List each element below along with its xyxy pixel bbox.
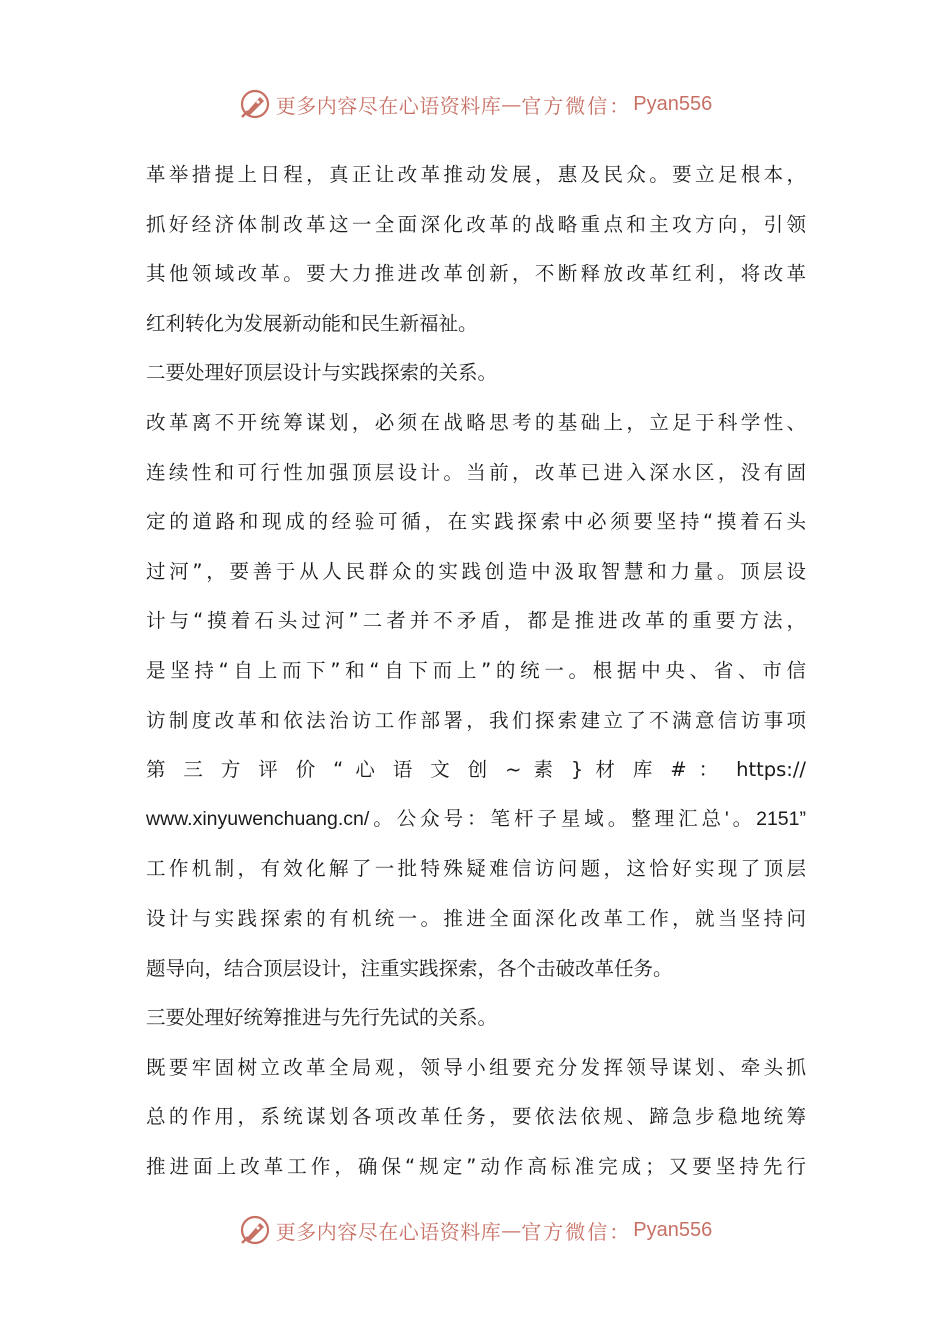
body-line: 推进面上改革工作，确保“规定”动作高标准完成；又要坚持先行 <box>146 1154 806 1178</box>
body-line: 革举措提上日程，真正让改革推动发展，惠及民众。要立足根本， <box>146 163 806 186</box>
body-line: 抓好经济体制改革这一全面深化改革的战略重点和主攻方向，引领 <box>146 212 806 236</box>
body-line: 设计与实践探索的有机统一。推进全面深化改革工作，就当坚持问 <box>146 906 806 930</box>
body-line: 既要牢固树立改革全局观，领导小组要充分发挥领导谋划、牵头抓 <box>146 1055 806 1079</box>
banner-wechat-label: 官方微信： <box>521 93 632 118</box>
body-line: 工作机制，有效化解了一批特殊疑难信访问题，这恰好实现了顶层 <box>146 857 806 881</box>
body-line: 定的道路和现成的经验可循，在实践探索中必须要坚持“摸着石头 <box>146 510 806 534</box>
body-line: 连续性和可行性加强顶层设计。当前，改革已进入深水区，没有固 <box>146 460 806 484</box>
body-line: 改革离不开统筹谋划，必须在战略思考的基础上，立足于科学性、 <box>146 410 806 434</box>
document-body <box>146 150 806 1191</box>
body-line: 总的作用，系统谋划各项改革任务，要依法依规、蹄急步稳地统筹 <box>146 1105 806 1129</box>
body-line: 红利转化为发展新动能和民生新福祉。 <box>146 311 478 335</box>
section-heading: 二要处理好顶层设计与实践探索的关系。 <box>146 361 498 385</box>
pen-nib-logo-icon <box>238 87 272 121</box>
section-heading: 三要处理好统筹推进与先行先试的关系。 <box>146 1006 498 1030</box>
banner-wechat-id: Pyan556 <box>633 1218 713 1241</box>
banner-slogan: 更多内容尽在心语资料库 <box>275 93 502 118</box>
body-line: 题导向，结合顶层设计，注重实践探索，各个击破改革任务。 <box>146 956 673 980</box>
banner-slogan: 更多内容尽在心语资料库 <box>275 1219 502 1244</box>
banner-wechat-id: Pyan556 <box>633 92 713 115</box>
body-line: 其他领域改革。要大力推进改革创新，不断释放改革红利，将改革 <box>146 262 806 286</box>
body-line-url: www.xinyuwenchuang.cn/。公众号：笔杆子星域。整理汇总'。2151” <box>146 807 806 830</box>
footer-banner <box>0 1210 950 1250</box>
body-line: 过河”，要善于从人民群众的实践创造中汲取智慧和力量。顶层设 <box>146 559 806 583</box>
body-line: 计与“摸着石头过河”二者并不矛盾，都是推进改革的重要方法， <box>146 609 806 633</box>
pen-nib-logo-icon <box>238 1213 272 1247</box>
body-line: 访制度改革和依法治访工作部署，我们探索建立了不满意信访事项 <box>146 708 806 732</box>
body-line: 是坚持“自上而下”和“自下而上”的统一。根据中央、省、市信 <box>146 658 806 682</box>
banner-separator: — <box>501 1218 522 1242</box>
banner-separator: — <box>501 92 522 116</box>
banner-wechat-label: 官方微信： <box>521 1219 632 1244</box>
body-line: 第 三 方 评 价 “ 心 语 文 创 ~ 素 } 材 库 # ： https:// <box>146 758 806 782</box>
header-banner <box>0 84 950 124</box>
